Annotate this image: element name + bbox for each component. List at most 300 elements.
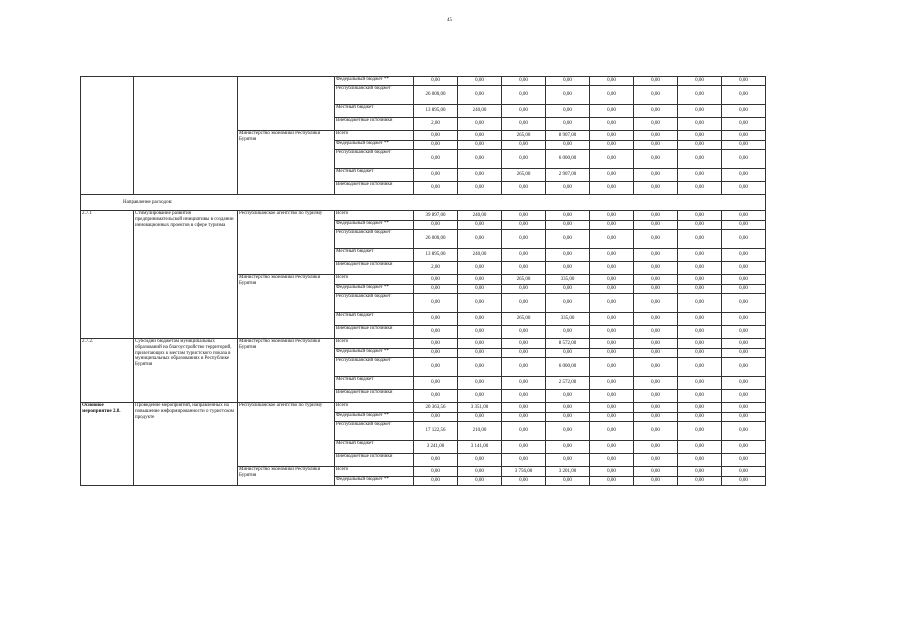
funding-source: Местный бюджет xyxy=(335,313,414,326)
amount-cell: 0,00 xyxy=(502,105,546,118)
amount-cell: 0,00 xyxy=(458,467,502,477)
amount-cell: 0,00 xyxy=(634,358,678,377)
amount-cell: 240,00 xyxy=(458,211,502,221)
funding-source: Республиканский бюджет xyxy=(335,230,414,249)
amount-cell: 0,00 xyxy=(546,182,590,195)
amount-cell: 0,00 xyxy=(722,454,766,467)
amount-cell: 0,00 xyxy=(634,141,678,150)
amount-cell: 0,00 xyxy=(458,285,502,294)
amount-cell: 0,00 xyxy=(458,118,502,131)
amount-cell: 0,00 xyxy=(502,221,546,230)
amount-cell: 0,00 xyxy=(722,230,766,249)
funding-source: Всего xyxy=(335,275,414,285)
amount-cell: 0,00 xyxy=(634,313,678,326)
amount-cell: 0,00 xyxy=(634,441,678,454)
amount-cell: 0,00 xyxy=(722,150,766,169)
amount-cell: 0,00 xyxy=(458,86,502,105)
amount-cell: 0,00 xyxy=(546,262,590,275)
amount-cell: 0,00 xyxy=(634,169,678,182)
amount-cell: 0,00 xyxy=(502,77,546,86)
executor-cell xyxy=(238,77,335,131)
amount-cell: 0,00 xyxy=(590,390,634,403)
funding-source: Республиканский бюджет xyxy=(335,294,414,313)
amount-cell: 0,00 xyxy=(678,422,722,441)
table-row xyxy=(81,211,766,221)
amount-cell: 0,00 xyxy=(502,285,546,294)
amount-cell: 0,00 xyxy=(414,326,458,339)
amount-cell: 0,00 xyxy=(414,477,458,486)
amount-cell: 210,00 xyxy=(458,422,502,441)
funding-source: Внебюджетные источники xyxy=(335,390,414,403)
amount-cell: 0,00 xyxy=(546,390,590,403)
amount-cell: 0,00 xyxy=(634,221,678,230)
amount-cell: 0,00 xyxy=(678,221,722,230)
amount-cell: 0,00 xyxy=(458,131,502,141)
executor-cell: Министерство экономики Республики Бурятия xyxy=(238,131,335,195)
amount-cell: 0,00 xyxy=(678,413,722,422)
amount-cell: 0,00 xyxy=(414,169,458,182)
amount-cell: 0,00 xyxy=(414,275,458,285)
amount-cell: 0,00 xyxy=(634,326,678,339)
amount-cell: 0,00 xyxy=(546,285,590,294)
amount-cell: 0,00 xyxy=(590,422,634,441)
amount-cell: 0,00 xyxy=(546,294,590,313)
amount-cell: 0,00 xyxy=(722,349,766,358)
funding-source: Республиканский бюджет xyxy=(335,358,414,377)
amount-cell: 0,00 xyxy=(722,294,766,313)
amount-cell: 3 756,00 xyxy=(502,467,546,477)
amount-cell: 17 122,56 xyxy=(414,422,458,441)
amount-cell: 2,00 xyxy=(414,262,458,275)
amount-cell: 0,00 xyxy=(502,454,546,467)
amount-cell: 0,00 xyxy=(634,182,678,195)
amount-cell: 0,00 xyxy=(678,141,722,150)
funding-source: Внебюджетные источники xyxy=(335,182,414,195)
amount-cell: 0,00 xyxy=(414,377,458,390)
funding-source: Всего xyxy=(335,211,414,221)
amount-cell: 0,00 xyxy=(634,413,678,422)
amount-cell: 0,00 xyxy=(722,182,766,195)
amount-cell: 0,00 xyxy=(414,313,458,326)
funding-source: Всего xyxy=(335,467,414,477)
table-row xyxy=(81,77,766,86)
amount-cell: 13 895,00 xyxy=(414,105,458,118)
amount-cell: 0,00 xyxy=(634,249,678,262)
amount-cell: 0,00 xyxy=(634,349,678,358)
measure-name xyxy=(134,77,238,195)
amount-cell: 0,00 xyxy=(722,477,766,486)
amount-cell: 265,00 xyxy=(502,131,546,141)
measure-name: Проведение мероприятий, направленных на повышение информированности о туристском продукте xyxy=(134,403,238,486)
funding-source: Местный бюджет xyxy=(335,249,414,262)
funding-source: Федеральный бюджет ** xyxy=(335,349,414,358)
amount-cell: 0,00 xyxy=(414,131,458,141)
measure-code: 2.7.1 xyxy=(81,211,134,339)
amount-cell: 0,00 xyxy=(634,86,678,105)
amount-cell: 0,00 xyxy=(414,221,458,230)
direction-heading: Направление расходов: xyxy=(81,195,766,211)
amount-cell: 0,00 xyxy=(546,86,590,105)
amount-cell: 0,00 xyxy=(546,211,590,221)
page-number: 45 xyxy=(447,18,452,23)
amount-cell: 0,00 xyxy=(634,77,678,86)
amount-cell: 0,00 xyxy=(634,230,678,249)
amount-cell: 0,00 xyxy=(722,403,766,413)
amount-cell: 0,00 xyxy=(678,182,722,195)
funding-source: Федеральный бюджет ** xyxy=(335,77,414,86)
amount-cell: 0,00 xyxy=(634,403,678,413)
amount-cell: 0,00 xyxy=(546,441,590,454)
amount-cell: 0,00 xyxy=(502,441,546,454)
amount-cell: 0,00 xyxy=(458,182,502,195)
amount-cell: 0,00 xyxy=(590,141,634,150)
amount-cell: 0,00 xyxy=(546,477,590,486)
amount-cell: 0,00 xyxy=(678,441,722,454)
amount-cell: 0,00 xyxy=(678,118,722,131)
executor-cell: Республиканское агентство по туризму xyxy=(238,403,335,467)
amount-cell: 0,00 xyxy=(502,390,546,403)
amount-cell: 0,00 xyxy=(590,377,634,390)
amount-cell: 0,00 xyxy=(722,249,766,262)
amount-cell: 0,00 xyxy=(590,169,634,182)
funding-source: Внебюджетные источники xyxy=(335,454,414,467)
amount-cell: 0,00 xyxy=(458,275,502,285)
executor-cell: Министерство экономики Республики Бурятия xyxy=(238,467,335,486)
amount-cell: 0,00 xyxy=(722,105,766,118)
amount-cell: 0,00 xyxy=(678,262,722,275)
amount-cell: 0,00 xyxy=(502,86,546,105)
amount-cell: 0,00 xyxy=(546,349,590,358)
amount-cell: 0,00 xyxy=(458,358,502,377)
amount-cell: 0,00 xyxy=(590,339,634,349)
amount-cell: 0,00 xyxy=(678,86,722,105)
amount-cell: 0,00 xyxy=(722,285,766,294)
amount-cell: 0,00 xyxy=(458,349,502,358)
amount-cell: 20 363,56 xyxy=(414,403,458,413)
amount-cell: 0,00 xyxy=(590,77,634,86)
amount-cell: 240,00 xyxy=(458,249,502,262)
funding-source: Всего xyxy=(335,339,414,349)
amount-cell: 0,00 xyxy=(590,118,634,131)
amount-cell: 0,00 xyxy=(590,413,634,422)
amount-cell: 0,00 xyxy=(414,182,458,195)
amount-cell: 0,00 xyxy=(414,413,458,422)
amount-cell: 0,00 xyxy=(590,211,634,221)
amount-cell: 0,00 xyxy=(590,131,634,141)
funding-source: Федеральный бюджет ** xyxy=(335,141,414,150)
funding-source: Федеральный бюджет ** xyxy=(335,221,414,230)
amount-cell: 335,00 xyxy=(546,275,590,285)
amount-cell: 0,00 xyxy=(678,285,722,294)
amount-cell: 0,00 xyxy=(502,249,546,262)
funding-source: Республиканский бюджет xyxy=(335,86,414,105)
amount-cell: 0,00 xyxy=(414,294,458,313)
funding-source: Местный бюджет xyxy=(335,377,414,390)
amount-cell: 0,00 xyxy=(546,249,590,262)
amount-cell: 0,00 xyxy=(458,221,502,230)
amount-cell: 0,00 xyxy=(458,262,502,275)
amount-cell: 0,00 xyxy=(502,326,546,339)
amount-cell: 240,00 xyxy=(458,105,502,118)
amount-cell: 0,00 xyxy=(634,118,678,131)
amount-cell: 0,00 xyxy=(678,105,722,118)
amount-cell: 0,00 xyxy=(634,262,678,275)
amount-cell: 0,00 xyxy=(634,422,678,441)
amount-cell: 3 201,00 xyxy=(546,467,590,477)
amount-cell: 0,00 xyxy=(458,141,502,150)
amount-cell: 0,00 xyxy=(590,467,634,477)
amount-cell: 0,00 xyxy=(502,211,546,221)
amount-cell: 0,00 xyxy=(458,339,502,349)
amount-cell: 0,00 xyxy=(678,211,722,221)
funding-source: Федеральный бюджет ** xyxy=(335,413,414,422)
amount-cell: 6 000,00 xyxy=(546,358,590,377)
funding-source: Федеральный бюджет ** xyxy=(335,477,414,486)
amount-cell: 0,00 xyxy=(678,477,722,486)
measure-name: Стимулирование развития предпринимательской инициативы в создании инновационных проектов в сфере туризма xyxy=(134,211,238,339)
amount-cell: 0,00 xyxy=(458,454,502,467)
amount-cell: 0,00 xyxy=(678,358,722,377)
amount-cell: 0,00 xyxy=(722,422,766,441)
amount-cell: 0,00 xyxy=(722,358,766,377)
amount-cell: 335,00 xyxy=(546,313,590,326)
amount-cell: 0,00 xyxy=(634,150,678,169)
amount-cell: 0,00 xyxy=(634,275,678,285)
amount-cell: 0,00 xyxy=(546,221,590,230)
amount-cell: 0,00 xyxy=(414,150,458,169)
measure-code: Основное мероприятие 2.8. xyxy=(81,403,134,486)
amount-cell: 0,00 xyxy=(458,294,502,313)
amount-cell: 0,00 xyxy=(502,403,546,413)
amount-cell: 0,00 xyxy=(546,141,590,150)
amount-cell: 0,00 xyxy=(678,377,722,390)
amount-cell: 0,00 xyxy=(546,326,590,339)
amount-cell: 0,00 xyxy=(678,349,722,358)
funding-source: Федеральный бюджет ** xyxy=(335,285,414,294)
amount-cell: 0,00 xyxy=(590,86,634,105)
amount-cell: 0,00 xyxy=(458,169,502,182)
amount-cell: 0,00 xyxy=(678,275,722,285)
executor-cell: Министерство экономики Республики Бурятия xyxy=(238,275,335,339)
amount-cell: 0,00 xyxy=(502,182,546,195)
amount-cell: 13 895,00 xyxy=(414,249,458,262)
amount-cell: 0,00 xyxy=(502,377,546,390)
amount-cell: 0,00 xyxy=(502,358,546,377)
amount-cell: 2,00 xyxy=(414,118,458,131)
funding-source: Внебюджетные источники xyxy=(335,118,414,131)
amount-cell: 0,00 xyxy=(722,390,766,403)
amount-cell: 0,00 xyxy=(634,477,678,486)
funding-source: Республиканский бюджет xyxy=(335,422,414,441)
amount-cell: 0,00 xyxy=(722,141,766,150)
amount-cell: 0,00 xyxy=(590,403,634,413)
amount-cell: 0,00 xyxy=(458,413,502,422)
section-heading-row xyxy=(81,195,766,211)
executor-cell: Республиканское агентство по туризму xyxy=(238,211,335,275)
amount-cell: 0,00 xyxy=(722,313,766,326)
amount-cell: 0,00 xyxy=(634,390,678,403)
amount-cell: 0,00 xyxy=(502,422,546,441)
funding-source: Республиканский бюджет xyxy=(335,150,414,169)
amount-cell: 0,00 xyxy=(502,118,546,131)
amount-cell: 0,00 xyxy=(502,294,546,313)
measure-code: 2.7.2. xyxy=(81,339,134,403)
amount-cell: 0,00 xyxy=(458,230,502,249)
amount-cell: 0,00 xyxy=(414,358,458,377)
amount-cell: 26 000,00 xyxy=(414,86,458,105)
amount-cell: 0,00 xyxy=(634,454,678,467)
amount-cell: 0,00 xyxy=(678,150,722,169)
amount-cell: 0,00 xyxy=(678,294,722,313)
amount-cell: 0,00 xyxy=(678,390,722,403)
amount-cell: 0,00 xyxy=(590,349,634,358)
amount-cell: 8 572,00 xyxy=(546,339,590,349)
amount-cell: 0,00 xyxy=(546,413,590,422)
amount-cell: 3 351,00 xyxy=(458,403,502,413)
amount-cell: 0,00 xyxy=(414,349,458,358)
amount-cell: 0,00 xyxy=(590,249,634,262)
amount-cell: 0,00 xyxy=(502,230,546,249)
amount-cell: 0,00 xyxy=(414,390,458,403)
amount-cell: 8 907,00 xyxy=(546,131,590,141)
amount-cell: 0,00 xyxy=(414,454,458,467)
amount-cell: 0,00 xyxy=(502,339,546,349)
amount-cell: 0,00 xyxy=(590,262,634,275)
amount-cell: 0,00 xyxy=(590,182,634,195)
amount-cell: 0,00 xyxy=(678,169,722,182)
amount-cell: 0,00 xyxy=(678,326,722,339)
amount-cell: 0,00 xyxy=(414,77,458,86)
funding-source: Местный бюджет xyxy=(335,169,414,182)
amount-cell: 0,00 xyxy=(590,105,634,118)
amount-cell: 0,00 xyxy=(678,131,722,141)
amount-cell: 0,00 xyxy=(458,150,502,169)
amount-cell: 0,00 xyxy=(590,285,634,294)
amount-cell: 0,00 xyxy=(722,221,766,230)
amount-cell: 0,00 xyxy=(722,441,766,454)
amount-cell: 0,00 xyxy=(458,326,502,339)
amount-cell: 0,00 xyxy=(634,377,678,390)
amount-cell: 6 000,00 xyxy=(546,150,590,169)
funding-source: Местный бюджет xyxy=(335,441,414,454)
amount-cell: 3 141,00 xyxy=(458,441,502,454)
amount-cell: 0,00 xyxy=(590,313,634,326)
amount-cell: 2 572,00 xyxy=(546,377,590,390)
amount-cell: 0,00 xyxy=(590,358,634,377)
amount-cell: 0,00 xyxy=(458,477,502,486)
amount-cell: 0,00 xyxy=(546,105,590,118)
amount-cell: 0,00 xyxy=(678,454,722,467)
amount-cell: 265,00 xyxy=(502,169,546,182)
amount-cell: 0,00 xyxy=(678,467,722,477)
amount-cell: 0,00 xyxy=(590,441,634,454)
amount-cell: 0,00 xyxy=(590,326,634,339)
amount-cell: 0,00 xyxy=(678,77,722,86)
amount-cell: 0,00 xyxy=(634,285,678,294)
amount-cell: 0,00 xyxy=(590,477,634,486)
amount-cell: 0,00 xyxy=(502,150,546,169)
amount-cell: 0,00 xyxy=(722,275,766,285)
amount-cell: 0,00 xyxy=(590,230,634,249)
amount-cell: 0,00 xyxy=(502,141,546,150)
measure-code xyxy=(81,77,134,195)
amount-cell: 0,00 xyxy=(722,467,766,477)
amount-cell: 0,00 xyxy=(590,294,634,313)
amount-cell: 0,00 xyxy=(458,377,502,390)
amount-cell: 0,00 xyxy=(546,77,590,86)
measure-name: Субсидии бюджетам муниципальных образований на благоустройство территорий, прилегающих к местам туристского показа в муниципальных образованиях в Республике Бурятия xyxy=(134,339,238,403)
amount-cell: 0,00 xyxy=(634,294,678,313)
amount-cell: 0,00 xyxy=(502,477,546,486)
amount-cell: 0,00 xyxy=(722,339,766,349)
amount-cell: 0,00 xyxy=(414,467,458,477)
amount-cell: 0,00 xyxy=(634,467,678,477)
amount-cell: 0,00 xyxy=(722,413,766,422)
amount-cell: 0,00 xyxy=(678,313,722,326)
amount-cell: 0,00 xyxy=(414,141,458,150)
amount-cell: 0,00 xyxy=(546,454,590,467)
amount-cell: 0,00 xyxy=(546,422,590,441)
amount-cell: 0,00 xyxy=(722,131,766,141)
amount-cell: 0,00 xyxy=(502,262,546,275)
funding-source: Внебюджетные источники xyxy=(335,326,414,339)
executor-cell: Министерство экономики Республики Бурятия xyxy=(238,339,335,403)
amount-cell: 0,00 xyxy=(458,313,502,326)
amount-cell: 0,00 xyxy=(722,86,766,105)
funding-source: Всего xyxy=(335,131,414,141)
funding-source: Местный бюджет xyxy=(335,105,414,118)
amount-cell: 0,00 xyxy=(722,377,766,390)
funding-source: Всего xyxy=(335,403,414,413)
amount-cell: 0,00 xyxy=(722,262,766,275)
amount-cell: 0,00 xyxy=(502,349,546,358)
amount-cell: 0,00 xyxy=(722,211,766,221)
amount-cell: 0,00 xyxy=(546,118,590,131)
amount-cell: 0,00 xyxy=(590,221,634,230)
amount-cell: 0,00 xyxy=(458,77,502,86)
amount-cell: 0,00 xyxy=(502,413,546,422)
amount-cell: 0,00 xyxy=(678,249,722,262)
amount-cell: 0,00 xyxy=(634,339,678,349)
amount-cell: 0,00 xyxy=(414,285,458,294)
amount-cell: 0,00 xyxy=(722,77,766,86)
table-row xyxy=(81,403,766,413)
funding-source: Внебюджетные источники xyxy=(335,262,414,275)
amount-cell: 2 907,00 xyxy=(546,169,590,182)
budget-table xyxy=(80,76,766,486)
amount-cell: 0,00 xyxy=(414,339,458,349)
amount-cell: 0,00 xyxy=(546,403,590,413)
amount-cell: 0,00 xyxy=(634,211,678,221)
amount-cell: 0,00 xyxy=(590,275,634,285)
amount-cell: 0,00 xyxy=(678,403,722,413)
amount-cell: 3 241,00 xyxy=(414,441,458,454)
table-row xyxy=(81,339,766,349)
amount-cell: 0,00 xyxy=(722,326,766,339)
amount-cell: 0,00 xyxy=(590,454,634,467)
amount-cell: 0,00 xyxy=(634,105,678,118)
amount-cell: 0,00 xyxy=(678,230,722,249)
amount-cell: 0,00 xyxy=(678,339,722,349)
amount-cell: 0,00 xyxy=(634,131,678,141)
amount-cell: 0,00 xyxy=(590,150,634,169)
amount-cell: 0,00 xyxy=(722,169,766,182)
amount-cell: 265,00 xyxy=(502,275,546,285)
amount-cell: 39 897,00 xyxy=(414,211,458,221)
amount-cell: 0,00 xyxy=(722,118,766,131)
amount-cell: 265,00 xyxy=(502,313,546,326)
amount-cell: 0,00 xyxy=(546,230,590,249)
